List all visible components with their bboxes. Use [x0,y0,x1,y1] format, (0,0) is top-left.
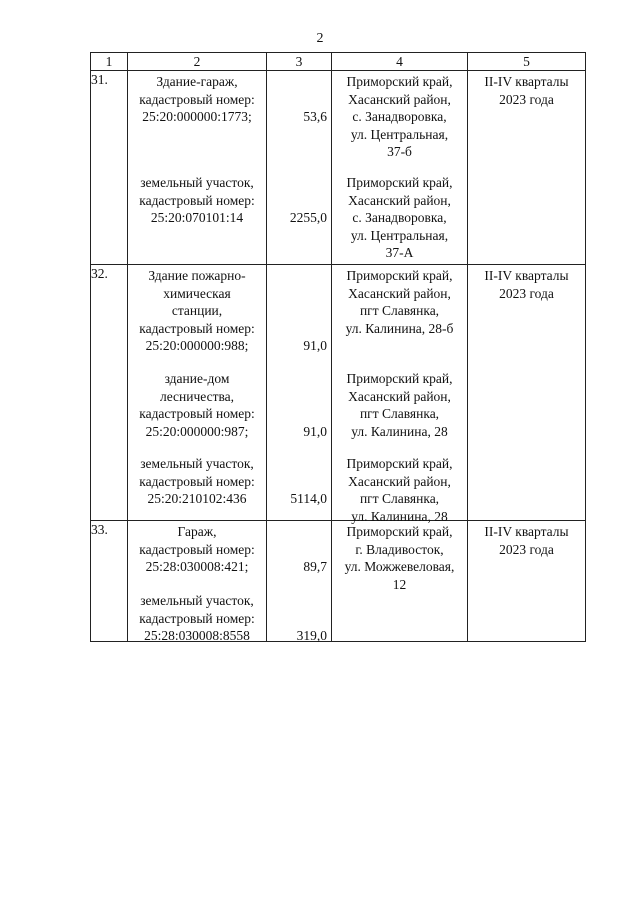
page-number: 2 [316,31,324,46]
object-description [128,592,266,644]
area-value: 89,7 [303,559,327,575]
object-description [128,73,266,125]
description-cell [128,265,267,521]
description-line: земельный участок, [140,456,254,472]
description-line: кадастровый номер: [139,91,255,107]
object-address [332,370,467,440]
table-row [91,521,586,642]
address-line: Приморский край, [346,371,453,387]
area-value: 91,0 [303,338,327,353]
description-line: кадастровый номер: [139,610,255,626]
address-line: ул. Калинина, 28 [351,508,448,524]
area-value: 53,6 [303,109,327,125]
description-line: кадастровый номер: [139,473,255,489]
area-cell [267,71,332,265]
description-line: 25:28:030008:421; [145,559,249,575]
address-line: Приморский край, [346,268,453,284]
column-header-3: 3 [267,53,332,71]
period-line: 2023 года [499,285,554,301]
address-line: г. Владивосток, [355,541,444,557]
register-table [90,52,586,642]
description-line: 25:20:070101:14 [150,210,244,226]
description-line: химическая [163,285,231,301]
object-description [128,523,266,575]
object-address [332,523,467,593]
area-value: 91,0 [303,423,327,439]
object-address [332,73,467,160]
row-number: 33. [91,521,128,642]
object-area [267,108,331,125]
object-description [128,370,266,440]
description-line: Здание-гараж, [156,74,238,90]
description-line: 25:20:000000:988; [145,338,249,354]
description-line: кадастровый номер: [139,192,255,208]
address-line: Хасанский район, [348,192,451,208]
description-line: 25:20:000000:1773; [142,109,252,125]
object-description [128,267,266,354]
address-line: с. Занадворовка, [352,109,447,125]
object-address [332,174,467,261]
address-line: с. Занадворовка, [352,210,447,226]
table-header-row [91,53,586,71]
description-line: здание-дом [164,371,230,387]
address-line: пгт Славянка, [359,303,440,319]
description-line: кадастровый номер: [139,406,255,422]
address-line: ул. Калинина, 28 [351,423,448,439]
address-line: пгт Славянка, [359,406,440,422]
period-line: 2023 года [499,541,554,557]
address-line: Приморский край, [346,524,453,540]
period-line: II-IV кварталы [484,74,569,90]
address-line: 12 [392,576,407,592]
area-cell [267,521,332,642]
address-line: ул. Центральная, [350,126,449,142]
object-description [128,455,266,507]
column-header-1: 1 [91,53,128,71]
column-header-2: 2 [128,53,267,71]
description-cell [128,521,267,642]
address-cell [332,71,468,265]
address-line: 37-б [387,144,412,160]
description-line: кадастровый номер: [139,541,255,557]
period-cell [468,71,586,265]
description-line: земельный участок, [140,593,254,609]
object-address [332,267,467,337]
description-line: 25:28:030008:8558 [144,628,250,644]
address-line: Хасанский район, [348,388,451,404]
period-line: 2023 года [499,91,554,107]
column-header-4: 4 [332,53,468,71]
object-area [267,558,331,575]
address-line: Хасанский район, [348,91,451,107]
address-line: 37-А [385,245,414,261]
address-line: ул. Калинина, 28-б [345,320,454,336]
address-cell [332,265,468,524]
table-row [91,265,586,521]
object-address [332,455,467,525]
area-value: 319,0 [296,628,327,644]
area-value: 2255,0 [289,210,327,226]
period-cell [468,521,586,642]
row-number: 31. [91,71,128,265]
object-area [267,627,331,644]
address-line: Приморский край, [346,74,453,90]
address-line: Хасанский район, [348,285,451,301]
address-line: Приморский край, [346,175,453,191]
description-line: Здание пожарно- [148,268,246,284]
address-line: ул. Можжевеловая, [344,559,455,575]
object-area [267,490,331,507]
description-line: кадастровый номер: [139,320,255,336]
period-cell [468,265,586,521]
period-line: II-IV кварталы [484,524,569,540]
object-description [128,174,266,226]
description-line: станции, [171,303,223,319]
description-line: лесничества, [159,388,235,404]
object-area [267,423,331,440]
description-cell [128,71,267,265]
period-line: II-IV кварталы [484,268,569,284]
object-area [267,209,331,226]
table-row [91,71,586,265]
description-line: земельный участок, [140,175,254,191]
area-value: 5114,0 [290,491,327,507]
address-line: Приморский край, [346,456,453,472]
description-line: 25:20:000000:987; [145,423,249,439]
address-line: пгт Славянка, [359,491,440,507]
area-cell [267,265,332,521]
column-header-5: 5 [468,53,586,71]
address-line: Хасанский район, [348,473,451,489]
description-line: 25:20:210102:436 [147,491,247,507]
row-number: 32. [91,265,128,521]
address-line: ул. Центральная, [350,227,449,243]
address-cell [332,521,468,642]
object-area [267,337,331,354]
description-line: Гараж, [177,524,217,540]
